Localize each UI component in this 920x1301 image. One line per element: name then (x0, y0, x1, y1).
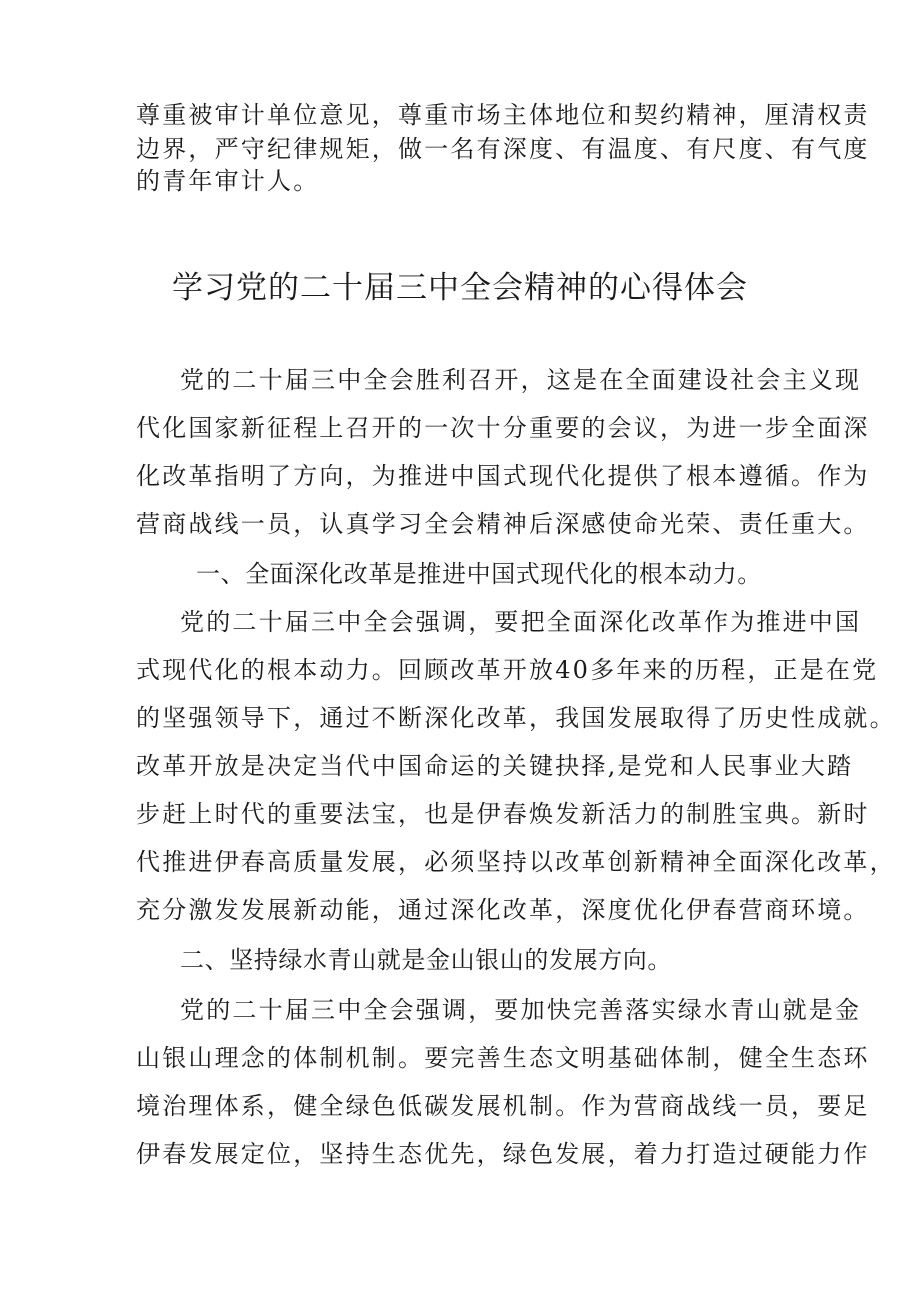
para1-line-4: 营商战线一员，认真学习全会精神后深感使命光荣、责任重大。 (136, 510, 870, 538)
para2-line-6: 代推进伊春高质量发展，必须坚持以改革创新精神全面深化改革， (136, 848, 896, 876)
page-title: 学习党的二十届三中全会精神的心得体会 (172, 270, 748, 306)
section-heading-1: 一、全面深化改革是推进中国式现代化的根本动力。 (196, 560, 762, 588)
para2-line-3: 的坚强领导下，通过不断深化改革，我国发展取得了历史性成就。 (136, 704, 896, 732)
intro-line-1: 尊重被审计单位意见，尊重市场主体地位和契约精神，厘清权责 (136, 101, 870, 129)
section-heading-2: 二、坚持绿水青山就是金山银山的发展方向。 (180, 946, 672, 974)
para1-line-1: 党的二十届三中全会胜利召开，这是在全面建设社会主义现 (180, 366, 862, 394)
para3-line-3: 境治理体系，健全绿色低碳发展机制。作为营商战线一员，要足 (136, 1092, 870, 1120)
para3-line-4: 伊春发展定位，坚持生态优先，绿色发展，着力打造过硬能力作 (136, 1140, 870, 1168)
para2-line-4: 改革开放是决定当代中国命运的关键抉择,是党和人民事业大踏 (136, 752, 854, 780)
para2-line-5: 步赶上时代的重要法宝，也是伊春焕发新活力的制胜宝典。新时 (136, 800, 870, 828)
para3-line-1: 党的二十届三中全会强调，要加快完善落实绿水青山就是金 (180, 996, 862, 1024)
para2-line-2: 式现代化的根本动力。回顾改革开放40多年来的历程，正是在党 (136, 656, 879, 684)
para1-line-3: 化改革指明了方向，为推进中国式现代化提供了根本遵循。作为 (136, 462, 870, 490)
para2-line-1: 党的二十届三中全会强调，要把全面深化改革作为推进中国 (180, 608, 862, 636)
intro-line-2: 边界，严守纪律规矩，做一名有深度、有温度、有尺度、有气度 (136, 135, 870, 163)
para3-line-2: 山银山理念的体制机制。要完善生态文明基础体制，健全生态环 (136, 1044, 870, 1072)
para2-line-7: 充分激发发展新动能，通过深化改革，深度优化伊春营商环境。 (136, 896, 870, 924)
para1-line-2: 代化国家新征程上召开的一次十分重要的会议，为进一步全面深 (136, 414, 870, 442)
intro-line-3: 的青年审计人。 (136, 167, 320, 195)
